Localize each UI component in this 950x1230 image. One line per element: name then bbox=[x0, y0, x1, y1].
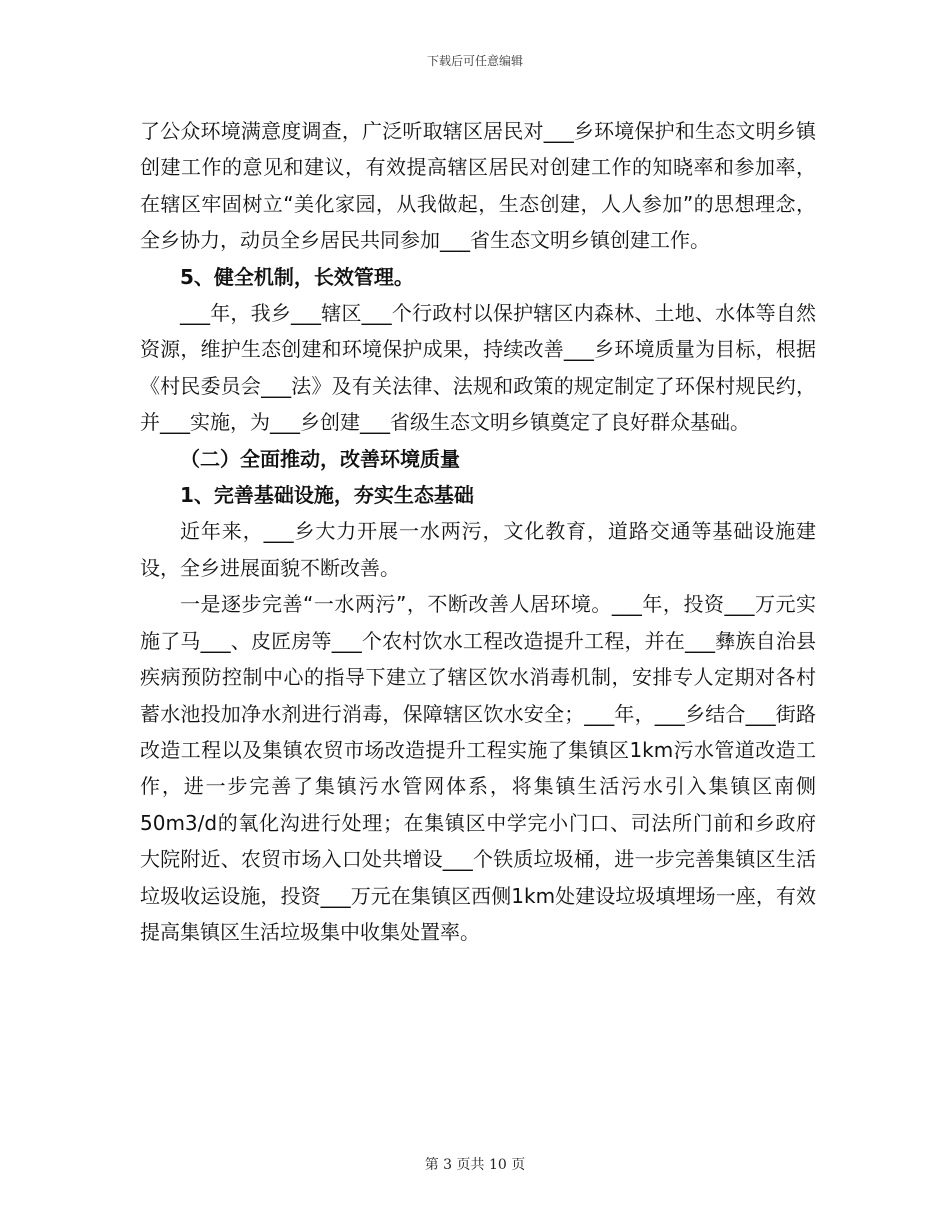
subsection-heading: 1、完善基础设施，夯实生态基础 bbox=[180, 483, 474, 508]
section-heading: 5、健全机制，长效管理。 bbox=[180, 264, 414, 289]
paragraph: 一是逐步完善“一水两污”，不断改善人居环境。___年，投资___万元实施了马___、皮匠房等___个农村饮水工程改造提升工程，并在___彝族自治县疾病预防控制中心的指导下建立了辖区饮水消毒机制，安排专人定期对各村蓄水池投加净水剂进行消毒，保障辖区饮水安全；___年，___乡结合___街路改造工程以及集镇农贸市场改造提升工程实施了集镇区1km污水管道改造工作，进一步完善了集镇污水管网体系，将集镇生活污水引入集镇区南侧50m3/d的氧化沟进行处理；在集镇区中学完小门口、司法所门前和乡政府大院附近、农贸市场入口处共增设___个铁质垃圾桶，进一步完善集镇区生活垃圾收运设施，投资___万元在集镇区西侧1km处建设垃圾填埋场一座，有效提高集镇区生活垃圾集中收集处置率。 bbox=[140, 592, 816, 944]
page-footer: 第 3 页共 10 页 bbox=[424, 1157, 526, 1173]
document-body bbox=[140, 113, 816, 950]
page-header: 下载后可任意编辑 bbox=[426, 54, 523, 68]
section-heading: （二）全面推动，改善环境质量 bbox=[180, 446, 460, 471]
paragraph: ___年，我乡___辖区___个行政村以保护辖区内森林、土地、水体等自然资源，维护生态创建和环境保护成果，持续改善___乡环境质量为目标，根据《村民委员会___法》及有关法律、法规和政策的规定制定了环保村规民约，并___实施，为___乡创建___省级生态文明乡镇奠定了良好群众基础。 bbox=[140, 301, 816, 435]
paragraph: 近年来，___乡大力开展一水两污，文化教育，道路交通等基础设施建设，全乡进展面貌不断改善。 bbox=[140, 519, 816, 580]
paragraph: 了公众环境满意度调查，广泛听取辖区居民对___乡环境保护和生态文明乡镇创建工作的意见和建议，有效提高辖区居民对创建工作的知晓率和参加率，在辖区牢固树立“美化家园，从我做起，生态创建，人人参加”的思想理念，全乡协力，动员全乡居民共同参加___省生态文明乡镇创建工作。 bbox=[140, 119, 816, 253]
